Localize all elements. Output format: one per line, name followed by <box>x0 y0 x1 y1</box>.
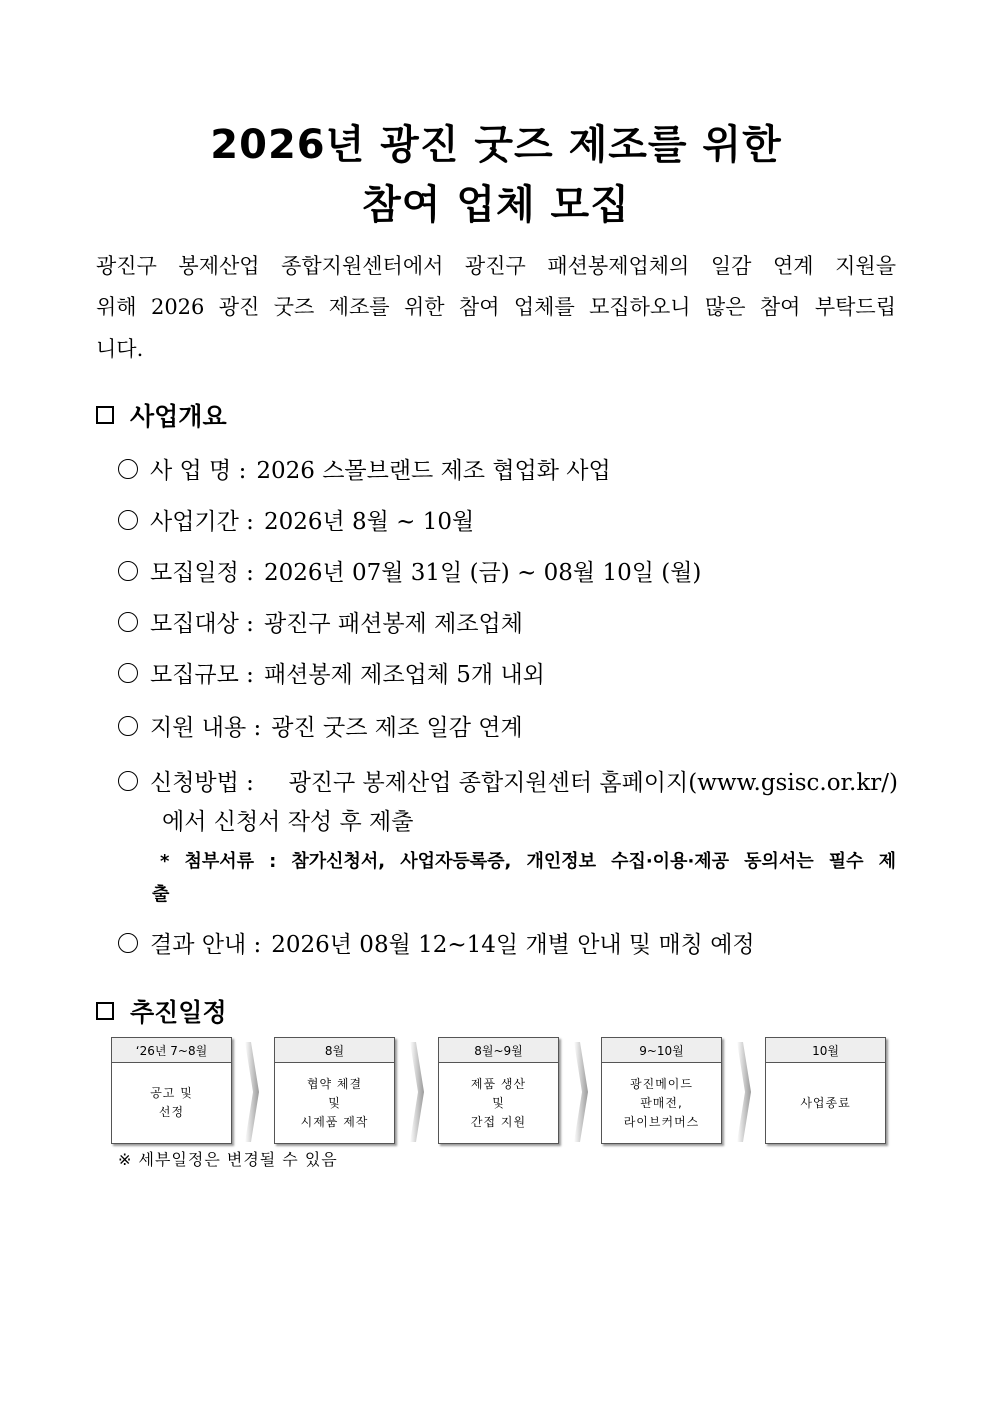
circle-bullet-icon <box>118 612 138 632</box>
item-value: 2026 스몰브랜드 제조 협업화 사업 <box>256 458 611 484</box>
section-overview-heading <box>96 397 227 433</box>
circle-bullet-icon <box>118 933 138 953</box>
item-label: 사 업 명 : <box>150 458 247 484</box>
circle-bullet-icon <box>118 561 138 581</box>
step-task: 광진메이드 판매전, 라이브커머스 <box>623 1076 700 1129</box>
overview-item-apply-method <box>118 764 898 836</box>
attachment-note-line2: 출 <box>152 884 170 905</box>
step-task: 제품 생산 및 간접 지원 <box>470 1076 527 1129</box>
item-label: 모집대상 : <box>150 611 254 637</box>
item-value-line2: 에서 신청서 작성 후 제출 <box>162 809 414 835</box>
overview-item-recruit-schedule <box>118 554 701 587</box>
schedule-step-1 <box>111 1037 232 1144</box>
overview-item-project-name <box>118 452 611 485</box>
schedule-step-3 <box>438 1037 559 1144</box>
overview-item-result <box>118 926 755 959</box>
overview-item-target <box>118 605 523 638</box>
section-schedule-title: 추진일정 <box>130 998 227 1027</box>
item-value: 광진구 패션봉제 제조업체 <box>263 611 523 637</box>
intro-line-3: 니다. <box>96 337 144 361</box>
schedule-step-4 <box>601 1037 722 1144</box>
schedule-step-2 <box>274 1037 395 1144</box>
step-task: 공고 및 선정 <box>150 1086 193 1119</box>
circle-bullet-icon <box>118 459 138 479</box>
item-label: 신청방법 : <box>150 770 254 796</box>
step-task: 사업종료 <box>800 1095 851 1110</box>
circle-bullet-icon <box>118 663 138 683</box>
chevron-right-icon <box>574 1042 588 1142</box>
schedule-step-5 <box>765 1037 886 1144</box>
item-label: 모집규모 : <box>150 662 254 688</box>
step-period: ‘26년 7~8월 <box>112 1038 231 1063</box>
overview-item-period <box>118 503 474 536</box>
item-value: 2026년 07월 31일 (금) ~ 08월 10일 (월) <box>263 560 702 586</box>
intro-line-1: 광진구 봉제산업 종합지원센터에서 광진구 패션봉제업체의 일감 연계 지원을 <box>96 254 896 278</box>
step-period: 8월 <box>275 1038 394 1063</box>
overview-item-scale <box>118 656 545 689</box>
chevron-right-icon <box>410 1042 424 1142</box>
item-label: 사업기간 : <box>150 509 254 535</box>
intro-line-2: 위해 2026 광진 굿즈 제조를 위한 참여 업체를 모집하오니 많은 참여 부탁드립 <box>96 295 896 319</box>
step-task: 협약 체결 및 시제품 제작 <box>300 1076 369 1129</box>
section-overview-title: 사업개요 <box>130 402 227 431</box>
step-period: 10월 <box>766 1038 885 1063</box>
circle-bullet-icon <box>118 716 138 736</box>
chevron-right-icon <box>737 1042 751 1142</box>
item-value-line1: 광진구 봉제산업 종합지원센터 홈페이지(www.gsisc.or.kr/) <box>288 770 898 796</box>
attachment-note-line1: * 첨부서류 : 참가신청서, 사업자등록증, 개인정보 수집·이용·제공 동의서는 필수 제 <box>160 851 896 872</box>
item-value: 광진 굿즈 제조 일감 연계 <box>271 715 523 741</box>
checkbox-square-icon <box>96 1002 114 1020</box>
item-value: 2026년 8월 ~ 10월 <box>263 509 475 535</box>
item-label: 모집일정 : <box>150 560 254 586</box>
item-value: 2026년 08월 12~14일 개별 안내 및 매칭 예정 <box>271 932 755 958</box>
step-period: 9~10월 <box>602 1038 721 1063</box>
item-label: 결과 안내 : <box>150 932 262 958</box>
chevron-right-icon <box>245 1042 259 1142</box>
section-schedule-heading <box>96 993 227 1029</box>
checkbox-square-icon <box>96 406 114 424</box>
page-title-line2: 참여 업체 모집 <box>362 182 630 228</box>
item-value: 패션봉제 제조업체 5개 내외 <box>263 662 545 688</box>
schedule-footnote: ※ 세부일정은 변경될 수 있음 <box>118 1150 338 1169</box>
step-period: 8월~9월 <box>439 1038 558 1063</box>
circle-bullet-icon <box>118 510 138 530</box>
item-label: 지원 내용 : <box>150 715 262 741</box>
overview-item-support <box>118 709 523 742</box>
circle-bullet-icon <box>118 771 138 791</box>
page-title-line1: 2026년 광진 굿즈 제조를 위한 <box>210 122 782 168</box>
